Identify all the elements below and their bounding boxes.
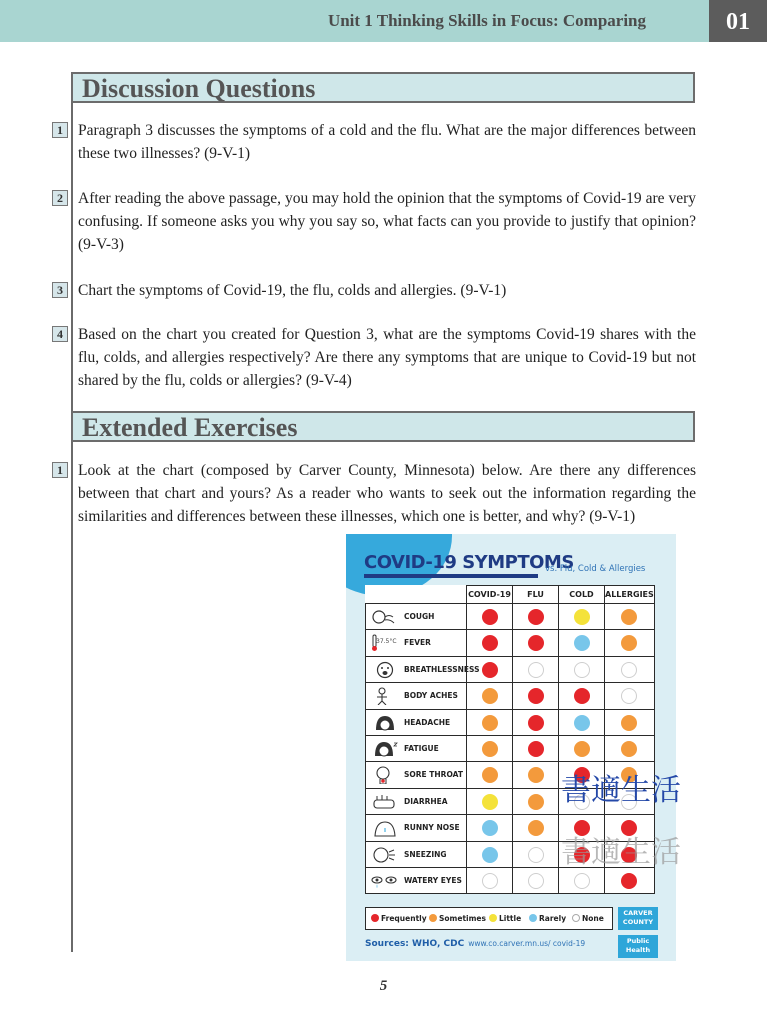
extended-section-header — [71, 411, 695, 442]
symptom-label: WATERY EYES — [404, 875, 462, 885]
level-dot-frequently — [482, 635, 498, 651]
level-dot-little — [482, 794, 498, 810]
symptom-row — [366, 683, 655, 709]
legend-item — [429, 914, 486, 923]
symptom-level-cell — [467, 867, 513, 893]
symptom-level-cell — [467, 630, 513, 656]
question-text-1: Paragraph 3 discusses the symptoms of a cold and the flu. What are the major differences between these two illnesses? (9-V-1) — [78, 122, 696, 162]
column-header: COLD — [559, 586, 605, 604]
level-dot-little — [574, 609, 590, 625]
symptom-level-cell — [513, 630, 559, 656]
level-dot-none — [621, 688, 637, 704]
symptom-level-cell — [467, 788, 513, 814]
legend-item — [572, 914, 604, 923]
header-bar — [0, 0, 709, 42]
discussion-section-header — [71, 72, 695, 103]
level-dot-sometimes — [621, 609, 637, 625]
symptom-level-cell — [559, 604, 605, 630]
symptom-row — [366, 656, 655, 682]
symptom-level-cell — [467, 709, 513, 735]
symptom-label: BREATHLESSNESS — [404, 664, 480, 674]
symptom-name-cell — [366, 683, 467, 709]
question-text-4: Based on the chart you created for Question 3, what are the symptoms Covid-19 shares with the flu, colds, and allergies respectively? Are there any symptoms that are unique to Covid-19 but not shared by the flu, colds or allergies? (9-V-4) — [78, 326, 696, 389]
cough-icon — [370, 608, 400, 626]
symptom-level-cell — [513, 683, 559, 709]
legend-label: Sometimes — [439, 914, 486, 923]
symptom-level-cell — [559, 709, 605, 735]
symptom-level-cell — [513, 709, 559, 735]
runny-nose-icon — [370, 819, 400, 837]
fatigue-icon — [370, 740, 400, 758]
symptom-row — [366, 630, 655, 656]
symptom-level-cell — [513, 788, 559, 814]
symptom-label: FEVER — [404, 638, 431, 648]
level-dot-frequently — [574, 688, 590, 704]
symptom-name-cell — [366, 630, 467, 656]
level-dot-rarely — [482, 847, 498, 863]
symptom-label: BODY ACHES — [404, 691, 458, 701]
legend-label: Little — [499, 914, 522, 923]
symptom-label: SNEEZING — [404, 849, 447, 859]
symptom-level-cell — [559, 630, 605, 656]
symptom-name-cell — [366, 735, 467, 761]
symptom-label: RUNNY NOSE — [404, 823, 460, 833]
level-dot-none — [621, 662, 637, 678]
symptom-label: COUGH — [404, 612, 435, 621]
body-aches-icon — [370, 687, 400, 705]
legend-dot-sometimes — [429, 914, 437, 922]
symptom-level-cell — [467, 762, 513, 788]
question-number-3: 3 — [52, 282, 68, 298]
level-dot-frequently — [528, 635, 544, 651]
symptom-level-cell — [605, 735, 655, 761]
symptom-level-cell — [559, 735, 605, 761]
symptom-row — [366, 604, 655, 630]
legend-label: Rarely — [539, 914, 567, 923]
symptom-level-cell — [559, 683, 605, 709]
question-number-1: 1 — [52, 122, 68, 138]
symptom-level-cell — [513, 604, 559, 630]
level-dot-sometimes — [621, 741, 637, 757]
level-dot-sometimes — [574, 741, 590, 757]
sore-throat-icon — [370, 766, 400, 784]
level-dot-sometimes — [482, 767, 498, 783]
symptom-name-cell — [366, 762, 467, 788]
legend-dot-frequently — [371, 914, 379, 922]
legend-dot-little — [489, 914, 497, 922]
level-dot-none — [482, 873, 498, 889]
symptom-level-cell — [513, 762, 559, 788]
symptom-level-cell — [467, 604, 513, 630]
column-header: ALLERGIES — [605, 586, 655, 604]
symptom-name-cell — [366, 841, 467, 867]
symptom-label: SORE THROAT — [404, 770, 463, 780]
symptom-name-cell — [366, 815, 467, 841]
breathless-face-icon — [370, 661, 400, 679]
left-rule — [71, 72, 73, 952]
symptom-level-cell — [513, 841, 559, 867]
level-dot-rarely — [482, 820, 498, 836]
symptom-label: DIARRHEA — [404, 796, 448, 806]
symptom-level-cell — [513, 656, 559, 682]
sneezing-icon — [370, 846, 400, 864]
infographic-title: COVID-19 SYMPTOMS — [364, 552, 574, 573]
fever-temperature: 37.5°C — [376, 638, 397, 646]
level-dot-none — [574, 873, 590, 889]
level-dot-frequently — [482, 609, 498, 625]
symptom-level-cell — [513, 815, 559, 841]
header-title: Unit 1 Thinking Skills in Focus: Comparing — [327, 11, 646, 30]
table-corner — [366, 586, 467, 604]
symptom-row — [366, 867, 655, 893]
level-dot-none — [574, 662, 590, 678]
level-dot-sometimes — [621, 635, 637, 651]
level-dot-sometimes — [528, 820, 544, 836]
level-dot-none — [528, 873, 544, 889]
symptom-level-cell — [605, 709, 655, 735]
level-dot-none — [528, 847, 544, 863]
legend-label: None — [582, 914, 604, 923]
covid-symptoms-infographic — [346, 534, 676, 961]
symptom-row — [366, 735, 655, 761]
symptom-level-cell — [605, 683, 655, 709]
symptom-level-cell — [513, 867, 559, 893]
level-dot-frequently — [528, 688, 544, 704]
org-line: Health — [625, 946, 651, 954]
symptom-row — [366, 709, 655, 735]
level-dot-frequently — [528, 609, 544, 625]
legend-label: Frequently — [381, 914, 427, 923]
legend-item — [529, 914, 566, 923]
level-dot-frequently — [528, 715, 544, 731]
symptom-level-cell — [605, 867, 655, 893]
level-dot-sometimes — [482, 741, 498, 757]
sources-label: Sources: WHO, CDC — [365, 939, 465, 949]
symptom-name-cell — [366, 656, 480, 682]
level-dot-sometimes — [528, 767, 544, 783]
org-line: CARVER — [623, 909, 653, 917]
question-text-3: Chart the symptoms of Covid-19, the flu, colds and allergies. (9-V-1) — [78, 282, 507, 299]
symptom-name-cell — [366, 604, 467, 630]
watery-eyes-icon — [370, 872, 400, 890]
level-dot-rarely — [574, 635, 590, 651]
carver-county-logo — [618, 907, 658, 930]
symptom-level-cell — [467, 735, 513, 761]
level-dot-sometimes — [482, 688, 498, 704]
symptom-level-cell — [605, 630, 655, 656]
level-dot-sometimes — [482, 715, 498, 731]
symptom-name-cell — [366, 788, 467, 814]
symptom-level-cell — [513, 735, 559, 761]
org-line: COUNTY — [622, 918, 654, 926]
level-dot-sometimes — [621, 715, 637, 731]
sources-line — [365, 939, 585, 949]
discussion-section-title: Discussion Questions — [82, 74, 316, 103]
legend-dot-none — [572, 914, 580, 922]
level-dot-sometimes — [528, 794, 544, 810]
level-dot-frequently — [621, 873, 637, 889]
question-number-4: 4 — [52, 326, 68, 342]
symptom-name-cell — [366, 867, 467, 893]
symptom-level-cell — [467, 815, 513, 841]
exercise-number-1: 1 — [52, 462, 68, 478]
legend — [365, 907, 613, 930]
legend-item — [371, 914, 427, 923]
unit-number-badge: 01 — [709, 0, 767, 42]
column-header: COVID-19 — [467, 586, 513, 604]
symptom-label: FATIGUE — [404, 743, 439, 753]
symptom-level-cell — [605, 604, 655, 630]
question-text-2: After reading the above passage, you may hold the opinion that the symptoms of Covid-19 are very confusing. If someone asks you why you say so, what facts can you provide to justify that opinion? (9-V-3) — [78, 190, 696, 253]
symptom-level-cell — [559, 867, 605, 893]
level-dot-none — [528, 662, 544, 678]
extended-section-title: Extended Exercises — [82, 413, 298, 442]
symptom-level-cell — [605, 656, 655, 682]
infographic-subtitle: vs. Flu, Cold & Allergies — [545, 564, 646, 574]
org-line: Public — [626, 937, 650, 945]
diarrhea-icon — [370, 793, 400, 811]
level-dot-rarely — [574, 715, 590, 731]
level-dot-frequently — [482, 662, 498, 678]
symptom-name-cell — [366, 709, 467, 735]
watermark-gray: 書適生活 — [561, 835, 681, 870]
symptom-level-cell — [467, 683, 513, 709]
legend-item — [489, 914, 521, 923]
symptom-level-cell — [559, 656, 605, 682]
public-health-logo — [618, 935, 658, 958]
symptom-label: HEADACHE — [404, 717, 451, 727]
exercise-text-1: Look at the chart (composed by Carver County, Minnesota) below. Are there any differences between that chart and yours? As a reader who wants to seek out the information regarding the similarities and differences between these illnesses, which one is better, and why? (9-V-1) — [78, 462, 696, 525]
page-number: 5 — [379, 978, 388, 994]
title-underline — [364, 574, 538, 578]
symptom-level-cell — [467, 841, 513, 867]
question-number-2: 2 — [52, 190, 68, 206]
headache-icon — [370, 714, 400, 732]
column-header: FLU — [513, 586, 559, 604]
legend-dot-rarely — [529, 914, 537, 922]
level-dot-frequently — [528, 741, 544, 757]
sources-url: www.co.carver.mn.us/ covid-19 — [468, 939, 586, 948]
watermark-blue: 書適生活 — [561, 773, 681, 808]
